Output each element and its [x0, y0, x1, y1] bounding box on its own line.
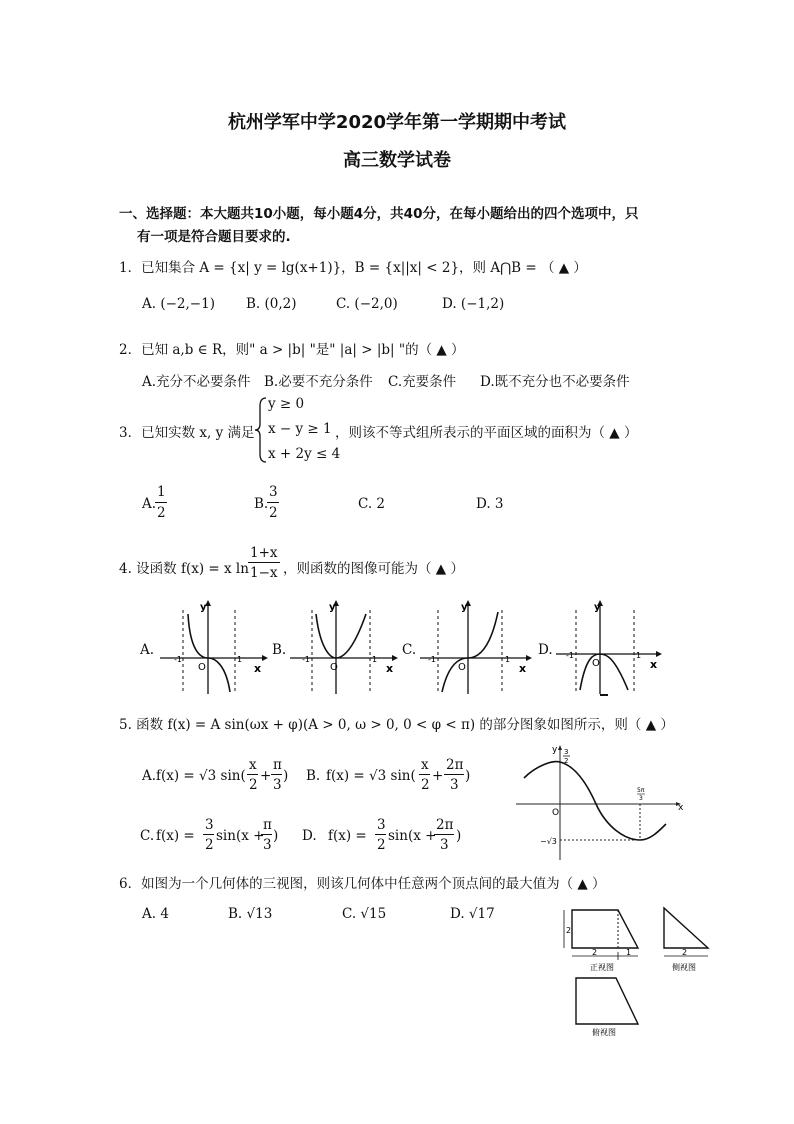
q5-option-b-d1: 2: [421, 777, 430, 793]
q4-frac-den: 1−x: [250, 565, 278, 581]
q5-graph-neg-label: −√3: [540, 837, 557, 846]
q5-option-c-n2: π: [263, 817, 272, 833]
q5-option-d-post: ): [456, 828, 462, 844]
q5-graph-origin: O: [552, 808, 560, 818]
q5-option-c-bar0: [203, 834, 214, 835]
q3-option-b-fracbar: [267, 502, 279, 503]
q4-suffix: ，则函数的图像可能为（ ▲ ）: [283, 561, 464, 577]
q5-option-c-d2: 3: [263, 837, 272, 853]
q4-graph-d-tick-pos: 1: [636, 651, 642, 660]
q6-top-view: [576, 978, 638, 1037]
q5-option-d-pre: f(x) =: [328, 828, 367, 844]
q5-option-d-d0: 2: [377, 837, 386, 853]
q2-option-b: B.必要不充分条件: [264, 374, 373, 390]
q2-stem: 2．已知 a,b ∈ R，则" a > |b| "是" |a| > |b| "的（ ▲ ）: [119, 342, 465, 358]
q4-option-b-label: B.: [272, 642, 287, 658]
q5-stem: 5. 函数 f(x) = A sin(ωx + φ)(A > 0, ω > 0, 0 < φ < π) 的部分图象如图所示，则（ ▲ ）: [119, 717, 674, 733]
q4-graph-b-x-label: x: [386, 662, 394, 675]
q4-graph-c-curve: [442, 612, 498, 692]
q3-condition-1: y ≥ 0: [268, 396, 305, 412]
q4-graph-d-curve: [580, 654, 628, 690]
q5-option-d-mid: sin(x +: [388, 828, 437, 844]
q4-prefix: 4. 设函数 f(x) = x ln: [119, 561, 249, 577]
q4-graph-c: [420, 600, 535, 696]
q5-sine-graph: [516, 742, 686, 862]
q4-graph-a-x-label: x: [254, 662, 262, 675]
q5-option-a-mid: +: [260, 768, 272, 784]
q5-option-d-n2: 2π: [436, 817, 454, 833]
q4-fracbar: [248, 562, 280, 563]
q3-option-b-num: 3: [269, 484, 278, 500]
q5-option-d-d2: 3: [440, 837, 449, 853]
q4-graph-a-tick-pos: 1: [237, 655, 243, 664]
q6-top-view-label: 俯视图: [592, 1028, 616, 1037]
q4-graph-d: [556, 600, 666, 700]
q5-option-d-n0: 3: [377, 817, 386, 833]
q3-prefix: 3．已知实数 x, y 满足: [119, 425, 255, 441]
q2-option-a: A.充分不必要条件: [142, 374, 251, 390]
q4-graph-a-y-label: y: [200, 602, 207, 613]
q4-option-a-label: A.: [140, 642, 155, 658]
q1-option-c: C. (−2,0): [336, 296, 398, 312]
q6-stem: 6．如图为一个几何体的三视图，则该几何体中任意两个顶点间的最大值为（ ▲ ）: [119, 876, 606, 892]
q2-option-d: D.既不充分也不必要条件: [480, 374, 630, 390]
q5-option-a-n2: π: [273, 757, 282, 773]
q3-option-b-label: B.: [254, 496, 269, 512]
q3-condition-3: x + 2y ≤ 4: [268, 446, 341, 462]
q5-option-c-bar2: [261, 834, 272, 835]
q4-graph-a: [160, 600, 270, 696]
q5-option-b-post: ): [465, 768, 471, 784]
q5-graph-x-label: x: [678, 803, 684, 813]
q5-option-a-label: A.: [142, 768, 157, 784]
q6-side-view-label: 侧视图: [672, 963, 696, 972]
q3-option-a-num: 1: [157, 484, 166, 500]
q5-option-c-n0: 3: [205, 817, 214, 833]
q1-option-d: D. (−1,2): [442, 296, 505, 312]
q5-option-c-label: C.: [140, 828, 155, 844]
q3-option-a-label: A.: [142, 496, 157, 512]
q5-graph-top-num: 3: [564, 748, 569, 756]
q5-option-b-n2: 2π: [446, 757, 464, 773]
section-instruction-line1: 一、选择题：本大题共10小题，每小题4分，共40分，在每小题给出的四个选项中，只: [119, 206, 639, 222]
q4-graph-b-origin: O: [330, 662, 338, 673]
q4-graph-a-origin: O: [198, 662, 206, 673]
q5-option-c-pre: f(x) =: [156, 828, 195, 844]
q4-frac-num: 1+x: [250, 545, 278, 561]
q5-option-b-d2: 3: [450, 777, 459, 793]
q4-graph-b: [290, 600, 400, 696]
q6-option-a: A. 4: [142, 906, 169, 922]
q5-option-b-bar2: [444, 774, 464, 775]
q5-option-a-d1: 2: [249, 777, 258, 793]
q4-graph-d-tick-neg: -1: [566, 651, 574, 660]
q5-option-a-d2: 3: [273, 777, 282, 793]
q1-stem: 1．已知集合 A = {x| y = lg(x+1)}，B = {x||x| < 2}，则 A⋂B = （ ▲ ）: [119, 260, 587, 276]
q5-option-b-mid: +: [432, 768, 444, 784]
q5-option-c-d0: 2: [205, 837, 214, 853]
q4-graph-b-curve: [316, 614, 366, 658]
q6-dim-side: 2: [682, 948, 688, 957]
q3-option-a-den: 2: [157, 505, 166, 521]
q5-option-b-bar1: [419, 774, 430, 775]
q4-graph-d-origin: O: [592, 658, 600, 669]
q4-graph-a-tick-neg: -1: [174, 655, 182, 664]
q6-front-view-label: 正视图: [590, 963, 614, 972]
q4-graph-b-y-label: y: [329, 602, 336, 613]
q5-graph-xmark-den: 3: [639, 795, 643, 802]
exam-title: 杭州学军中学2020学年第一学期期中考试: [227, 112, 567, 133]
q4-graph-b-tick-pos: 1: [372, 655, 378, 664]
q6-dim-width1: 2: [592, 948, 598, 957]
q4-graph-d-x-label: x: [650, 658, 658, 671]
q4-graph-d-y-label: y: [594, 602, 601, 613]
q6-front-view: [564, 910, 638, 972]
q5-graph-curve: [524, 762, 666, 840]
q5-graph-top-den: 2: [564, 757, 569, 765]
q3-option-a-fracbar: [155, 502, 167, 503]
q1-option-b: B. (0,2): [246, 296, 297, 312]
q5-option-a-pre: f(x) = √3 sin(: [156, 768, 246, 784]
exam-subtitle: 高三数学试卷: [343, 150, 451, 171]
q6-option-b: B. √13: [228, 906, 273, 922]
q4-graph-c-y-label: y: [461, 602, 468, 613]
q5-option-a-bar2: [271, 774, 282, 775]
q5-graph-xmark-num: 5π: [637, 787, 645, 794]
q4-graph-c-x-label: x: [519, 662, 527, 675]
q2-option-c: C.充要条件: [388, 374, 457, 390]
q6-side-view: [664, 908, 708, 972]
q3-condition-2: x − y ≥ 1: [268, 421, 332, 437]
q4-graph-c-tick-neg: -1: [428, 655, 436, 664]
q5-graph-y-label: y: [552, 745, 558, 755]
q4-option-c-label: C.: [402, 642, 417, 658]
q4-graph-c-tick-pos: 1: [505, 655, 511, 664]
q3-option-d: D. 3: [476, 496, 504, 512]
q5-option-d-label: D.: [302, 828, 317, 844]
q6-dim-height: 2: [566, 926, 572, 935]
q6-three-view-diagram: [560, 904, 720, 1039]
q6-dim-width2: 1: [626, 948, 632, 957]
q3-brace: [254, 396, 268, 464]
section-instruction-line2: 有一项是符合题目要求的.: [137, 229, 291, 245]
q4-graph-c-origin: O: [458, 662, 466, 673]
q3-option-b-den: 2: [269, 505, 278, 521]
q6-option-c: C. √15: [342, 906, 387, 922]
q5-option-b-n1: x: [421, 757, 429, 773]
q4-option-d-label: D.: [538, 642, 553, 658]
q5-option-a-post: ): [283, 768, 289, 784]
q5-option-a-n1: x: [249, 757, 257, 773]
q5-option-c-post: ): [273, 828, 279, 844]
q5-option-d-bar0: [375, 834, 386, 835]
q5-option-b-label: B.: [306, 768, 321, 784]
q5-option-d-bar2: [434, 834, 454, 835]
q5-option-c-mid: sin(x +: [216, 828, 265, 844]
q3-option-c: C. 2: [358, 496, 386, 512]
q4-graph-b-tick-neg: -1: [302, 655, 310, 664]
q5-option-b-pre: f(x) = √3 sin(: [326, 768, 416, 784]
q5-option-a-bar1: [247, 774, 258, 775]
q3-suffix: ，则该不等式组所表示的平面区域的面积为（ ▲ ）: [335, 425, 638, 441]
q4-graph-a-curve: [188, 614, 230, 692]
q6-option-d: D. √17: [450, 906, 495, 922]
q1-option-a: A. (−2,−1): [142, 296, 215, 312]
